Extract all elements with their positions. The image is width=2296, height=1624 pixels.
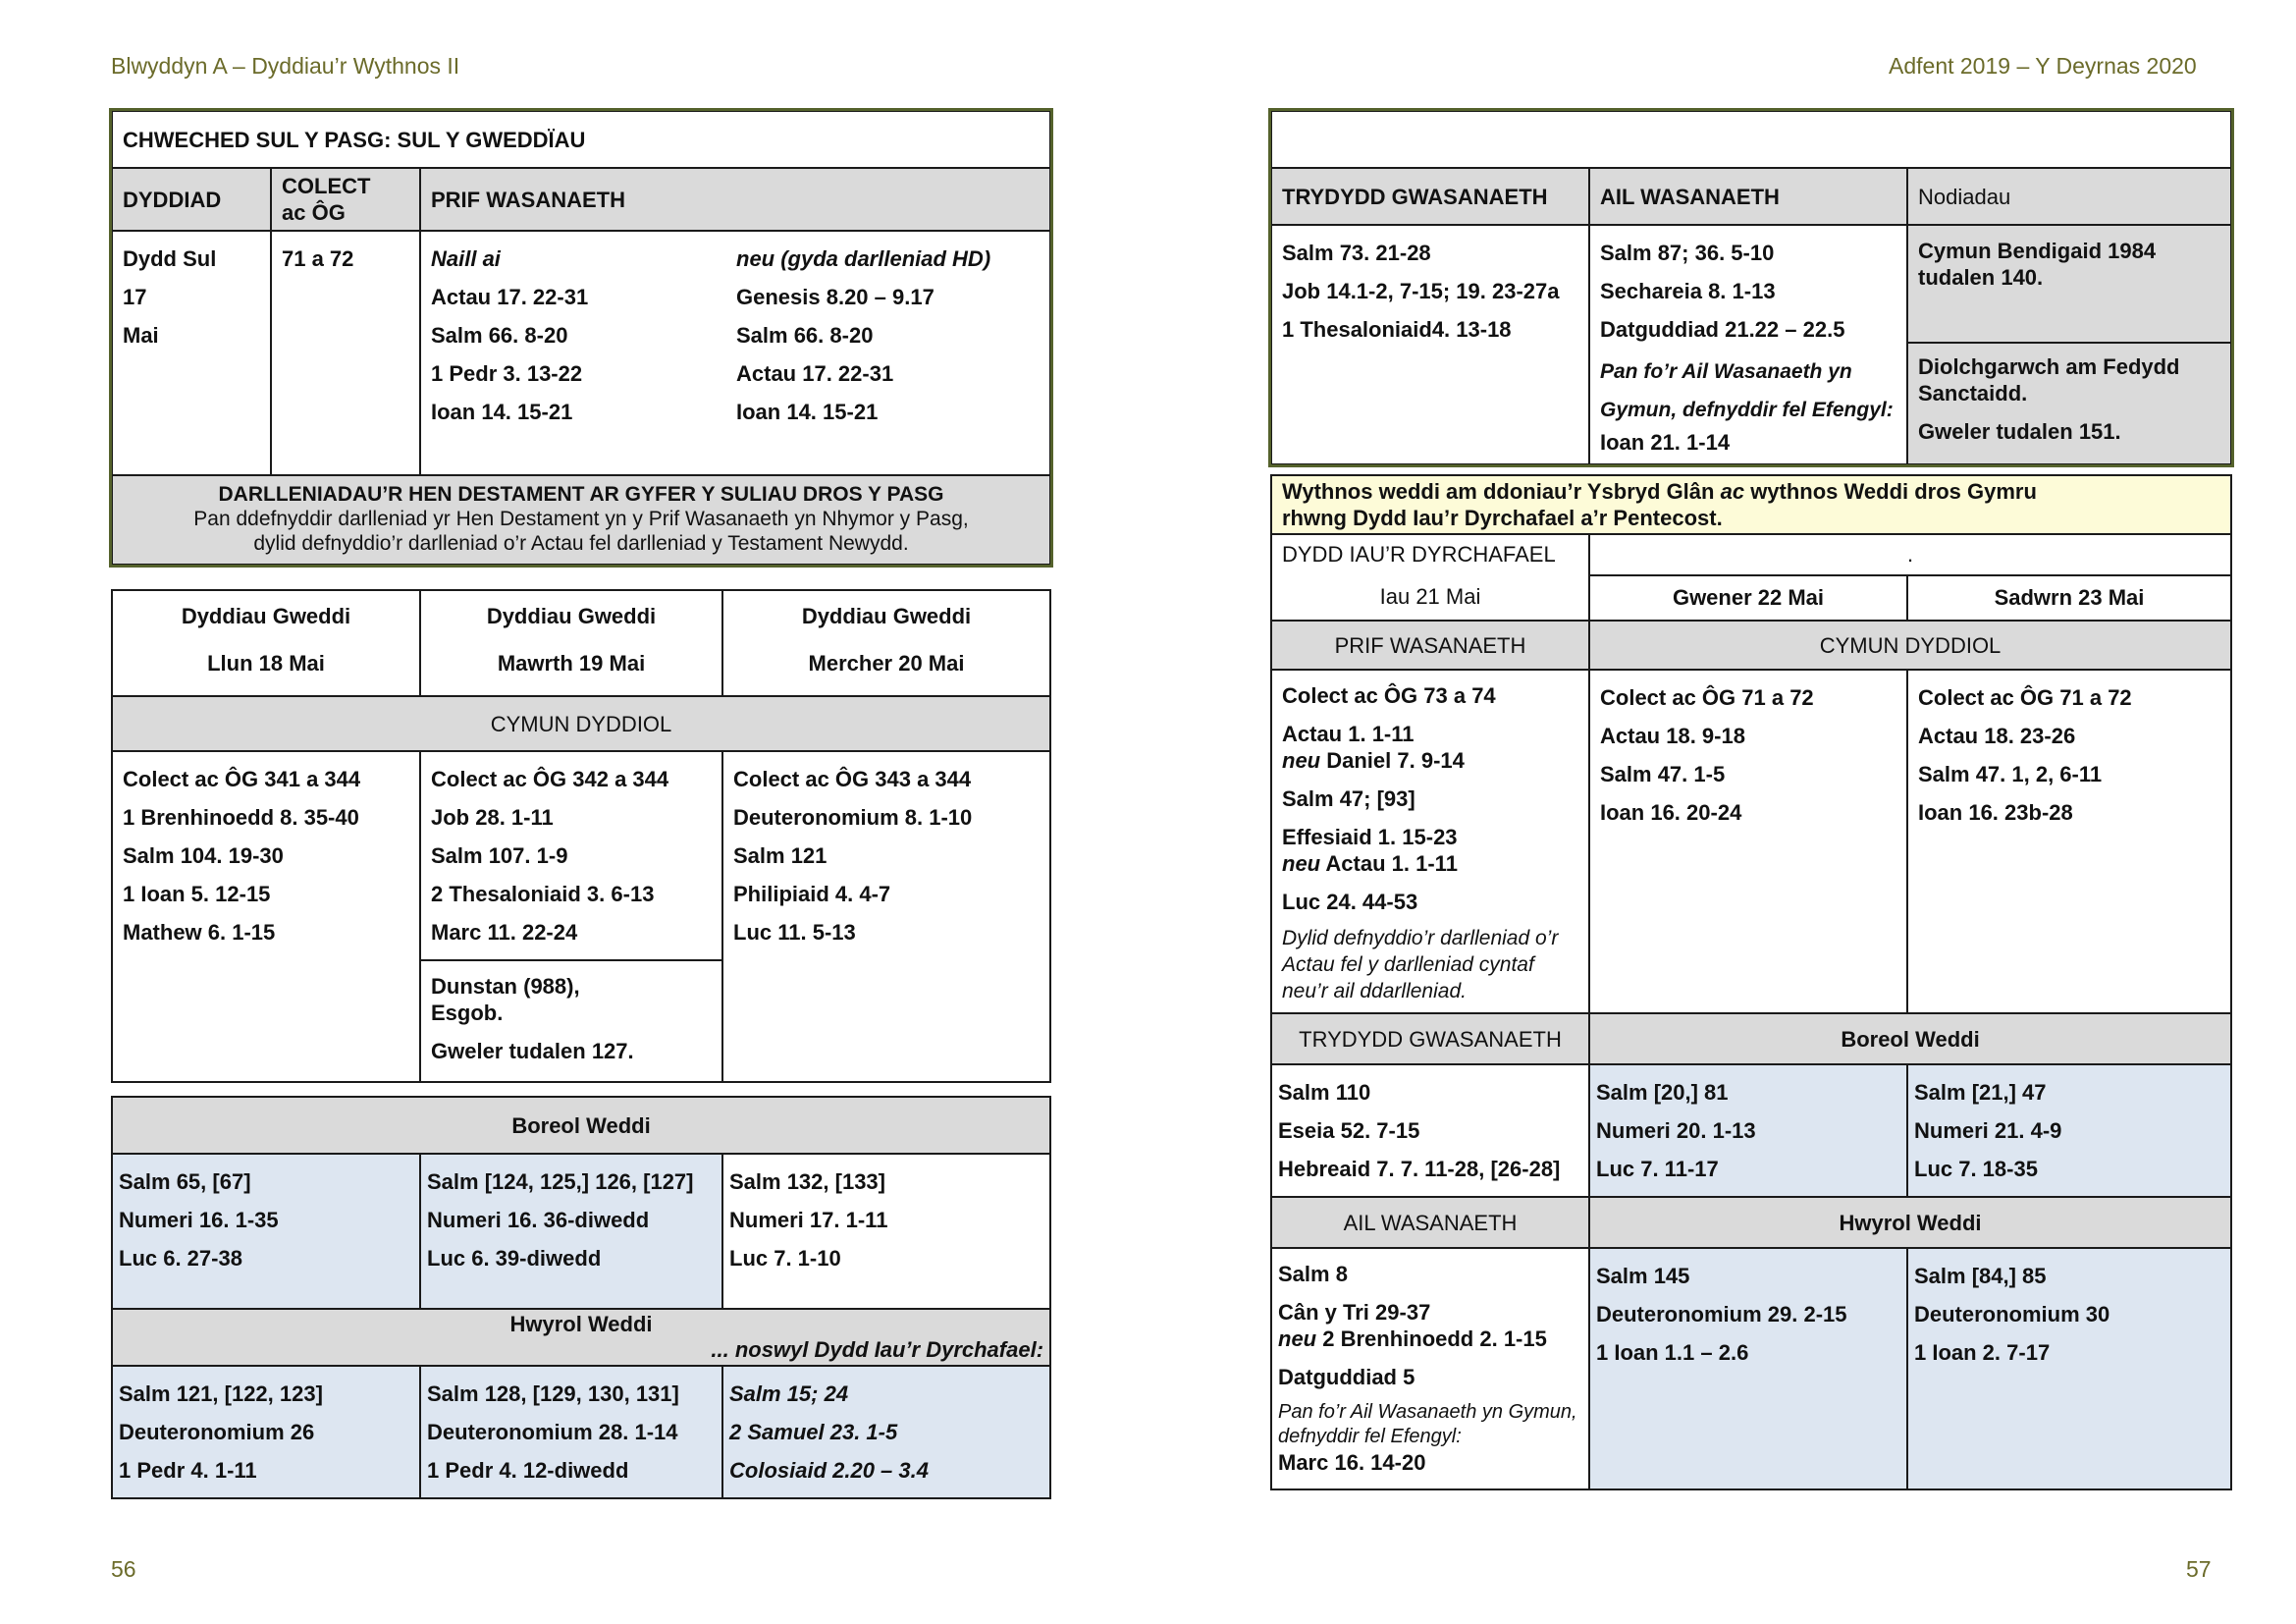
page-number-right: 57 xyxy=(2186,1556,2212,1582)
header-hwyrol-r: Hwyrol Weddi xyxy=(1589,1197,2231,1248)
header-prif-wasanaeth: PRIF WASANAETH xyxy=(420,168,1050,231)
ascension-trydydd: Salm 110 Eseia 52. 7-15 Hebreaid 7. 7. 11-28, [26-28] xyxy=(1271,1064,1589,1197)
header-colect: COLECT ac ÔG xyxy=(271,168,420,231)
evening-monday: Salm 121, [122, 123] Deuteronomium 26 1 Pedr 4. 1-11 xyxy=(112,1366,420,1498)
saturday-readings: Colect ac ÔG 71 a 72 Actau 18. 23-26 Salm 47. 1, 2, 6-11 Ioan 16. 23b-28 xyxy=(1907,670,2231,1013)
boreol-weddi-header: Boreol Weddi xyxy=(112,1097,1050,1154)
header-prif-wasanaeth-r: PRIF WASANAETH xyxy=(1271,621,1589,670)
saturday-evening: Salm [84,] 85 Deuteronomium 30 1 Ioan 2. 7-17 xyxy=(1907,1248,2231,1489)
trydydd-readings: Salm 73. 21-28 Job 14.1-2, 7-15; 19. 23-27a 1 Thesaloniaid4. 13-18 xyxy=(1271,225,1589,464)
sunday-date: Dydd Sul 17 Mai xyxy=(112,231,271,475)
header-dyddiad: DYDDIAD xyxy=(112,168,271,231)
header-cymun-dyddiol-r: CYMUN DYDDIOL xyxy=(1589,621,2231,670)
sunday-other-services-table xyxy=(1270,110,2232,465)
date-sadwrn: Sadwrn 23 Mai xyxy=(1907,575,2231,621)
page-number-left: 56 xyxy=(111,1556,136,1582)
reading-option-b: neu (gyda darlleniad HD) Genesis 8.20 – 9.17 Salm 66. 8-20 Actau 17. 22-31 Ioan 14. 15-21 xyxy=(726,231,1050,475)
note-cymun-bendigaid: Cymun Bendigaid 1984 tudalen 140. xyxy=(1907,225,2231,343)
friday-morning: Salm [20,] 81 Numeri 20. 1-13 Luc 7. 11-17 xyxy=(1589,1064,1907,1197)
monday-readings: Colect ac ÔG 341 a 344 1 Brenhinoedd 8. 35-40 Salm 104. 19-30 1 Ioan 5. 12-15 Mathew 6. 1-15 xyxy=(112,751,420,1082)
day-monday: Dyddiau Gweddi Llun 18 Mai xyxy=(112,590,420,696)
saturday-morning: Salm [21,] 47 Numeri 21. 4-9 Luc 7. 18-35 xyxy=(1907,1064,2231,1197)
hwyrol-weddi-header: Hwyrol Weddi ... noswyl Dydd Iau’r Dyrchafael: xyxy=(112,1309,1050,1366)
dot-mark: . xyxy=(1589,534,2231,575)
header-ail-r: AIL WASANAETH xyxy=(1271,1197,1589,1248)
ascension-week-table xyxy=(1270,474,2232,1490)
ot-readings-note: DARLLENIADAU’R HEN DESTAMENT AR GYFER Y SULIAU DROS Y PASG Pan ddefnyddir darlleniad yr Hen Destament yn y Prif Wasanaeth yn Nhymor y Pasg, dylid defnyddio’r darlleniad o’r Actau fel darlleniad y Testament Newydd. xyxy=(112,475,1050,565)
header-boreol-r: Boreol Weddi xyxy=(1589,1013,2231,1064)
friday-evening: Salm 145 Deuteronomium 29. 2-15 1 Ioan 1.1 – 2.6 xyxy=(1589,1248,1907,1489)
morning-monday: Salm 65, [67] Numeri 16. 1-35 Luc 6. 27-38 xyxy=(112,1154,420,1309)
ascension-readings: Colect ac ÔG 73 a 74 Actau 1. 1-11 neu Daniel 7. 9-14 Salm 47; [93] Effesiaid 1. 15-23 neu Actau 1. 1-11 Luc 24. 44-53 Dylid defnyddio’r darlleniad o’r Actau fel y darlleniad cyntaf neu’r ail ddarlleniad. xyxy=(1271,670,1589,1013)
morning-tuesday: Salm [124, 125,] 126, [127] Numeri 16. 36-diwedd Luc 6. 39-diwedd xyxy=(420,1154,722,1309)
sunday-table xyxy=(111,110,1051,566)
ascension-ail: Salm 8 Cân y Tri 29-37 neu 2 Brenhinoedd 2. 1-15 Datguddiad 5 Pan fo’r Ail Wasanaeth yn Gymun, defnyddir fel Efengyl: Marc 16. 14-20 xyxy=(1271,1248,1589,1489)
morning-wednesday: Salm 132, [133] Numeri 17. 1-11 Luc 7. 1-10 xyxy=(722,1154,1050,1309)
header-trydydd: TRYDYDD GWASANAETH xyxy=(1271,168,1589,225)
cymun-dyddiol-header: CYMUN DYDDIOL xyxy=(112,696,1050,751)
note-diolchgarwch: Diolchgarwch am Fedydd Sanctaidd. Gweler tudalen 151. xyxy=(1907,343,2231,464)
tuesday-readings: Colect ac ÔG 342 a 344 Job 28. 1-11 Salm 107. 1-9 2 Thesaloniaid 3. 6-13 Marc 11. 22-24 xyxy=(420,751,722,960)
evening-ascension-eve: Salm 15; 24 2 Samuel 23. 1-5 Colosiaid 2.20 – 3.4 xyxy=(722,1366,1050,1498)
header-nodiadau: Nodiadau xyxy=(1907,168,2231,225)
sunday-colect: 71 a 72 xyxy=(271,231,420,475)
prayer-days-table xyxy=(111,589,1051,1083)
reading-option-a: Naill ai Actau 17. 22-31 Salm 66. 8-20 1 Pedr 3. 13-22 Ioan 14. 15-21 xyxy=(420,231,726,475)
daily-office-table xyxy=(111,1096,1051,1499)
wednesday-readings: Colect ac ÔG 343 a 344 Deuteronomium 8. 1-10 Salm 121 Philipiaid 4. 4-7 Luc 11. 5-13 xyxy=(722,751,1050,1082)
ail-readings: Salm 87; 36. 5-10 Sechareia 8. 1-13 Datguddiad 21.22 – 22.5 Pan fo’r Ail Wasanaeth yn Gymun, defnyddir fel Efengyl: Ioan 21. 1-14 xyxy=(1589,225,1907,464)
header-trydydd-r: TRYDYDD GWASANAETH xyxy=(1271,1013,1589,1064)
dunstan-note: Dunstan (988), Esgob. Gweler tudalen 127. xyxy=(420,960,722,1082)
day-tuesday: Dyddiau Gweddi Mawrth 19 Mai xyxy=(420,590,722,696)
running-head-right-text: Adfent 2019 – Y Deyrnas 2020 xyxy=(1889,53,2197,79)
prayer-week-banner: Wythnos weddi am ddoniau’r Ysbryd Glân ac wythnos Weddi dros Gymru rhwng Dydd Iau’r Dyrchafael a’r Pentecost. xyxy=(1271,475,2231,534)
date-iau: Iau 21 Mai xyxy=(1271,575,1589,621)
sunday-title: CHWECHED SUL Y PASG: SUL Y GWEDDÏAU xyxy=(112,111,1050,168)
date-gwener: Gwener 22 Mai xyxy=(1589,575,1907,621)
day-wednesday: Dyddiau Gweddi Mercher 20 Mai xyxy=(722,590,1050,696)
header-ail: AIL WASANAETH xyxy=(1589,168,1907,225)
ascension-day-label: DYDD IAU’R DYRCHAFAEL xyxy=(1271,534,1589,575)
running-head-left: Blwyddyn A – Dyddiau’r Wythnos II xyxy=(111,53,460,79)
blank-title-row xyxy=(1271,111,2231,168)
friday-readings: Colect ac ÔG 71 a 72 Actau 18. 9-18 Salm 47. 1-5 Ioan 16. 20-24 xyxy=(1589,670,1907,1013)
evening-tuesday: Salm 128, [129, 130, 131] Deuteronomium 28. 1-14 1 Pedr 4. 12-diwedd xyxy=(420,1366,722,1498)
